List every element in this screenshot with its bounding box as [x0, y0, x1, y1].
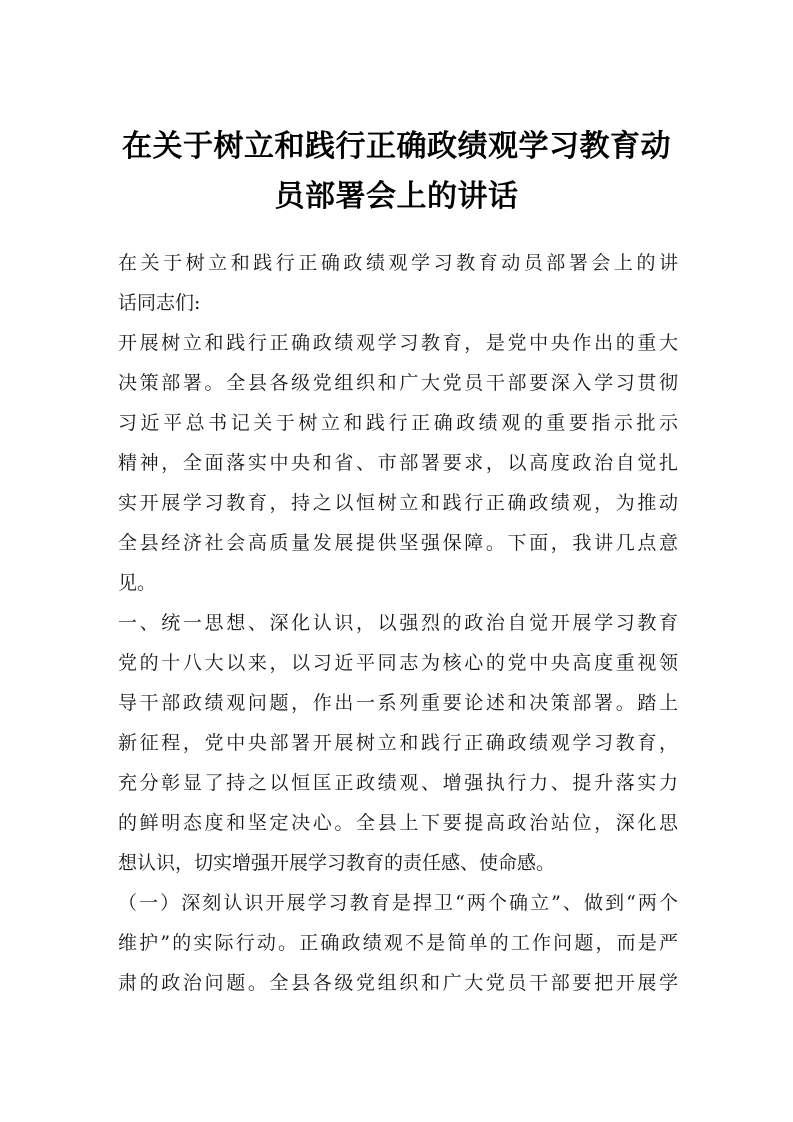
- section-heading-line: 一、统一思想、深化认识，以强烈的政治自觉开展学习教育: [118, 612, 678, 634]
- paragraph-line: 全县经济社会高质量发展提供坚强保障。下面，我讲几点意: [118, 532, 678, 554]
- paragraph-line: 导干部政绩观问题，作出一系列重要论述和决策部署。踏上: [118, 692, 678, 714]
- paragraph-line: 的鲜明态度和坚定决心。全县上下要提高政治站位，深化思: [118, 812, 678, 834]
- paragraph-line: 想认识，切实增强开展学习教育的责任感、使命感。: [118, 852, 556, 874]
- paragraph-line: 话同志们:: [118, 292, 201, 314]
- paragraph-line: 精神，全面落实中央和省、市部署要求，以高度政治自觉扎: [118, 452, 678, 474]
- paragraph-line: 开展树立和践行正确政绩观学习教育，是党中央作出的重大: [118, 332, 678, 354]
- document-title-line-1: 在关于树立和践行正确政绩观学习教育动: [122, 129, 671, 164]
- paragraph-line: 党的十八大以来，以习近平同志为核心的党中央高度重视领: [118, 652, 678, 674]
- document-title-line-2: 员部署会上的讲话: [274, 179, 519, 214]
- paragraph-line: 在关于树立和践行正确政绩观学习教育动员部署会上的讲: [118, 252, 678, 274]
- paragraph-line: 维护”的实际行动。正确政绩观不是简单的工作问题，而是严: [118, 932, 678, 954]
- paragraph-line: 充分彰显了持之以恒匡正政绩观、增强执行力、提升落实力: [118, 772, 678, 794]
- paragraph-line: 决策部署。全县各级党组织和广大党员干部要深入学习贯彻: [118, 372, 678, 394]
- paragraph-line: 肃的政治问题。全县各级党组织和广大党员干部要把开展学: [118, 972, 678, 994]
- paragraph-line: 见。: [118, 572, 157, 594]
- paragraph-line: 习近平总书记关于树立和践行正确政绩观的重要指示批示: [118, 412, 678, 434]
- paragraph-line: 新征程，党中央部署开展树立和践行正确政绩观学习教育，: [118, 732, 678, 754]
- subsection-heading-line: （一）深刻认识开展学习教育是捍卫“两个确立”、做到“两个: [118, 892, 678, 914]
- paragraph-line: 实开展学习教育，持之以恒树立和践行正确政绩观，为推动: [118, 492, 678, 514]
